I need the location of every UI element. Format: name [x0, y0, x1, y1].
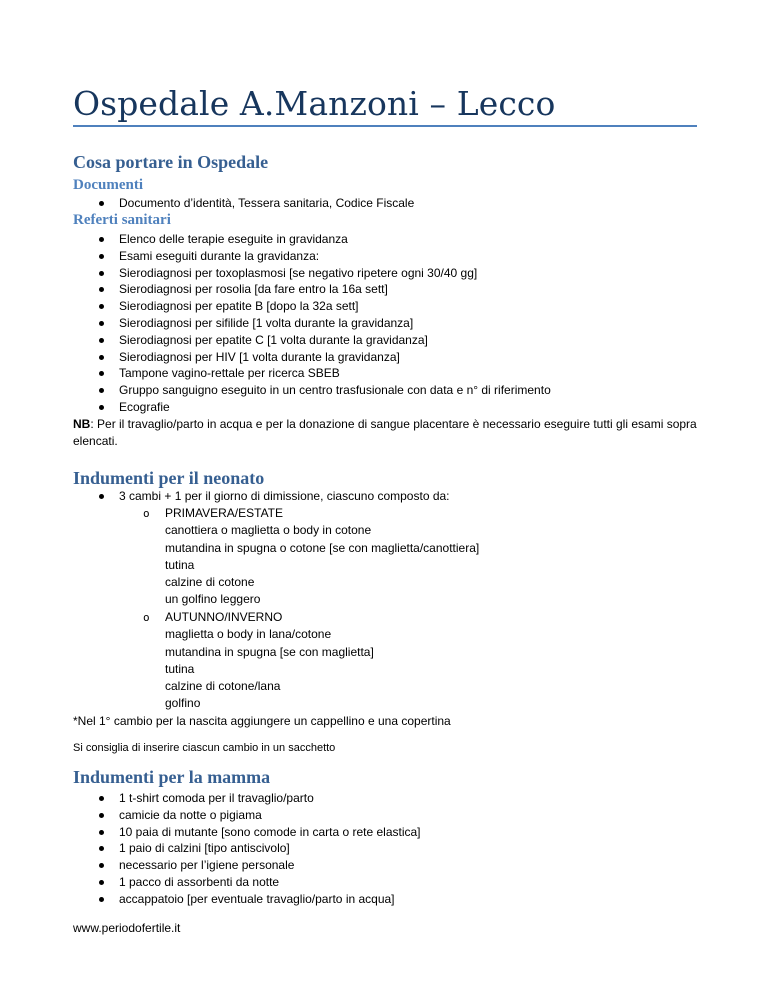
bag-advice: Si consiglia di inserire ciascun cambio in un sacchetto	[73, 742, 336, 754]
list-item: necessario per l’igiene personale	[73, 857, 421, 874]
list-item: camicie da notte o pigiama	[73, 807, 421, 824]
sub-item: mutandina in spugna [se con maglietta]	[165, 644, 374, 659]
title-divider	[73, 125, 697, 127]
list-item: Esami eseguiti durante la gravidanza:	[73, 248, 551, 265]
sub-item: mutandina in spugna o cotone [se con maglietta/canottiera]	[165, 540, 480, 555]
section-heading-cosa-portare: Cosa portare in Ospedale	[73, 152, 269, 172]
mamma-list	[73, 790, 421, 908]
sub-item: calzine di cotone	[165, 575, 255, 590]
season-summer-block	[73, 505, 479, 609]
list-item: Tampone vagino-rettale per ricerca SBEB	[73, 365, 551, 382]
list-item: Sierodiagnosi per toxoplasmosi [se negativo ripetere ogni 30/40 gg]	[73, 265, 551, 282]
sub-item: tutina	[165, 557, 195, 572]
section-heading-mamma: Indumenti per la mamma	[73, 767, 271, 787]
nb-text: : Per il travaglio/parto in acqua e per la donazione di sangue placentare è necessario eseguire tutti gli esami sopra elencati.	[73, 417, 697, 448]
neonato-list	[73, 488, 450, 505]
sub-item: golfino	[165, 696, 201, 711]
list-item: 1 paio di calzini [tipo antiscivolo]	[73, 840, 421, 857]
sub-item: tutina	[165, 661, 195, 676]
subheading-documenti: Documenti	[73, 177, 143, 193]
list-item: Documento d’identità, Tessera sanitaria, Codice Fiscale	[73, 195, 414, 212]
list-item: 1 t-shirt comoda per il travaglio/parto	[73, 790, 421, 807]
list-item: accappatoio [per eventuale travaglio/parto in acqua]	[73, 891, 421, 908]
sub-item: canottiera o maglietta o body in cotone	[165, 523, 372, 538]
page-title: Ospedale A.Manzoni – Lecco	[73, 84, 556, 123]
list-item: Gruppo sanguigno eseguito in un centro trasfusionale con data e n° di riferimento	[73, 382, 551, 399]
subheading-referti: Referti sanitari	[73, 212, 171, 228]
list-item: Ecografie	[73, 399, 551, 416]
list-item: Sierodiagnosi per rosolia [da fare entro la 16a sett]	[73, 281, 551, 298]
documenti-list	[73, 195, 414, 212]
first-change-note: *Nel 1° cambio per la nascita aggiungere un cappellino e una copertina	[73, 714, 451, 728]
section-heading-neonato: Indumenti per il neonato	[73, 468, 265, 488]
referti-list	[73, 231, 551, 416]
list-item: Sierodiagnosi per epatite C [1 volta durante la gravidanza]	[73, 332, 551, 349]
list-item: Sierodiagnosi per epatite B [dopo la 32a sett]	[73, 298, 551, 315]
season-heading-winter: o AUTUNNO/INVERNO	[73, 609, 374, 626]
list-item: 3 cambi + 1 per il giorno di dimissione, ciascuno composto da:	[73, 488, 450, 505]
sub-item: maglietta o body in lana/cotone	[165, 627, 332, 642]
list-item: Elenco delle terapie eseguite in gravidanza	[73, 231, 551, 248]
season-winter-block	[73, 609, 374, 713]
sub-item: calzine di cotone/lana	[165, 679, 281, 694]
footer-url: www.periodofertile.it	[73, 921, 181, 935]
season-heading-summer: o PRIMAVERA/ESTATE	[73, 505, 479, 522]
sub-item: un golfino leggero	[165, 592, 261, 607]
list-item: Sierodiagnosi per HIV [1 volta durante la gravidanza]	[73, 349, 551, 366]
nb-label: NB	[73, 417, 91, 431]
nb-note	[73, 416, 697, 450]
list-item: Sierodiagnosi per sifilide [1 volta durante la gravidanza]	[73, 315, 551, 332]
list-item: 1 pacco di assorbenti da notte	[73, 874, 421, 891]
list-item: 10 paia di mutante [sono comode in carta o rete elastica]	[73, 824, 421, 841]
